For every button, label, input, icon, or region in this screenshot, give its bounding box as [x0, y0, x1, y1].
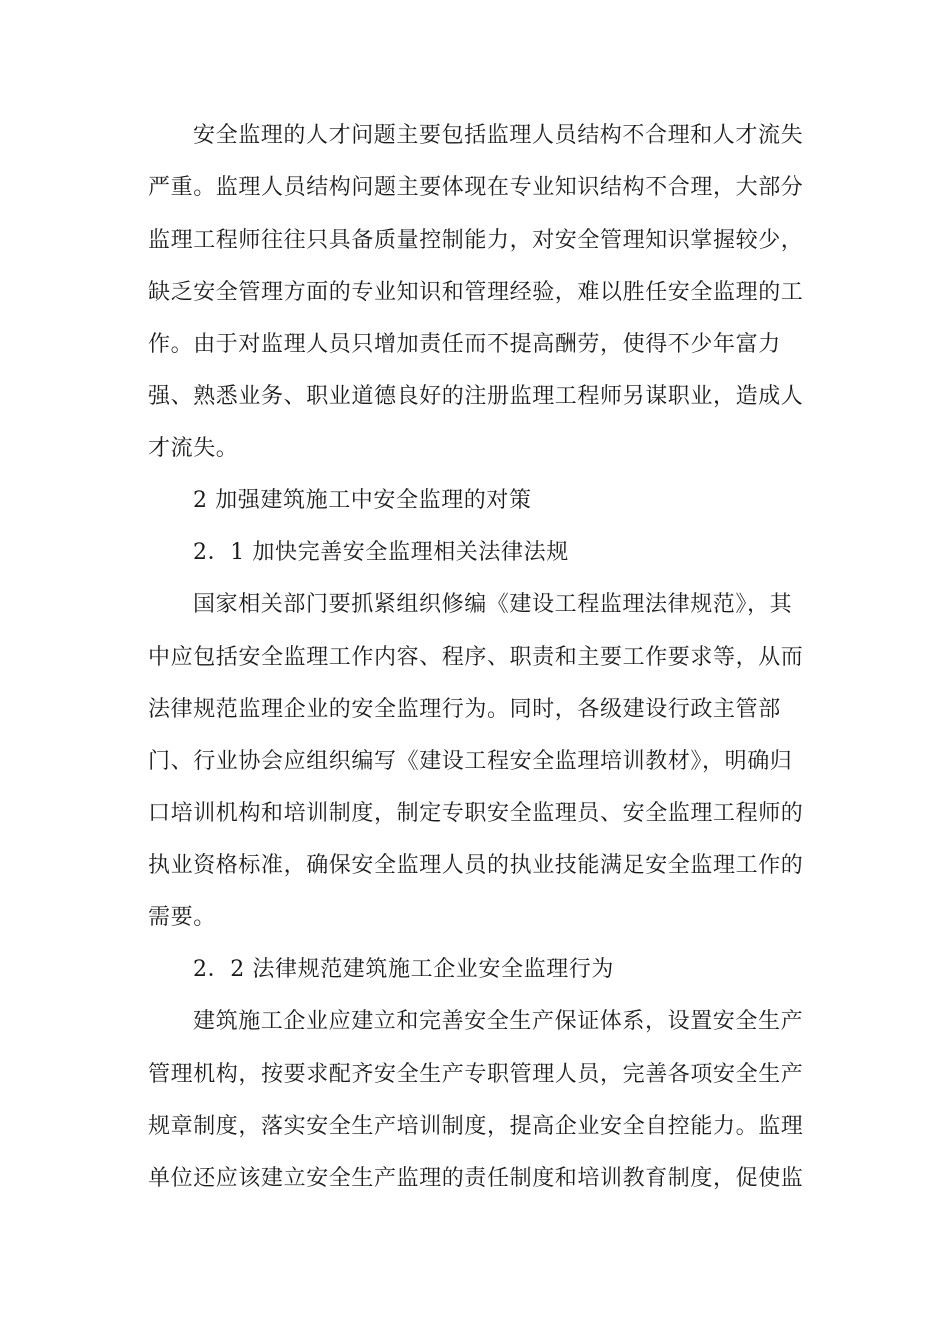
paragraph-line: 才流失。 [148, 436, 239, 461]
subsection-heading: 2．1 加快完善安全监理相关法律法规 [193, 540, 569, 565]
paragraph-line: 强、熟悉业务、职业道德良好的注册监理工程师另谋职业，造成人 [148, 384, 804, 409]
paragraph-line: 国家相关部门要抓紧组织修编《建设工程监理法律规范》，其 [193, 592, 793, 617]
paragraph-line: 需要。 [148, 905, 216, 930]
paragraph-line: 作。由于对监理人员只增加责任而不提高酬劳，使得不少年富力 [148, 332, 781, 357]
subsection-heading: 2．2 法律规范建筑施工企业安全监理行为 [193, 957, 614, 982]
paragraph-line: 中应包括安全监理工作内容、程序、职责和主要工作要求等，从而 [148, 645, 804, 670]
paragraph-line: 安全监理的人才问题主要包括监理人员结构不合理和人才流失 [193, 123, 804, 148]
paragraph-line: 缺乏安全管理方面的专业知识和管理经验，难以胜任安全监理的工 [148, 280, 804, 305]
paragraph-line: 口培训机构和培训制度，制定专职安全监理员、安全监理工程师的 [148, 801, 804, 826]
paragraph-line: 建筑施工企业应建立和完善安全生产保证体系，设置安全生产 [193, 1009, 804, 1034]
paragraph-line: 监理工程师往往只具备质量控制能力，对安全管理知识掌握较少， [148, 228, 804, 253]
paragraph-line: 管理机构，按要求配齐安全生产专职管理人员，完善各项安全生产 [148, 1062, 804, 1087]
paragraph-line: 法律规范监理企业的安全监理行为。同时，各级建设行政主管部 [148, 697, 781, 722]
paragraph-line: 门、行业协会应组织编写《建设工程安全监理培训教材》，明确归 [148, 749, 793, 774]
paragraph-line: 严重。监理人员结构问题主要体现在专业知识结构不合理，大部分 [148, 175, 804, 200]
paragraph-line: 规章制度，落实安全生产培训制度，提高企业安全自控能力。监理 [148, 1114, 804, 1139]
paragraph-line: 执业资格标准，确保安全监理人员的执业技能满足安全监理工作的 [148, 853, 804, 878]
section-heading: 2 加强建筑施工中安全监理的对策 [193, 488, 532, 513]
paragraph-line: 单位还应该建立安全生产监理的责任制度和培训教育制度，促使监 [148, 1166, 804, 1191]
